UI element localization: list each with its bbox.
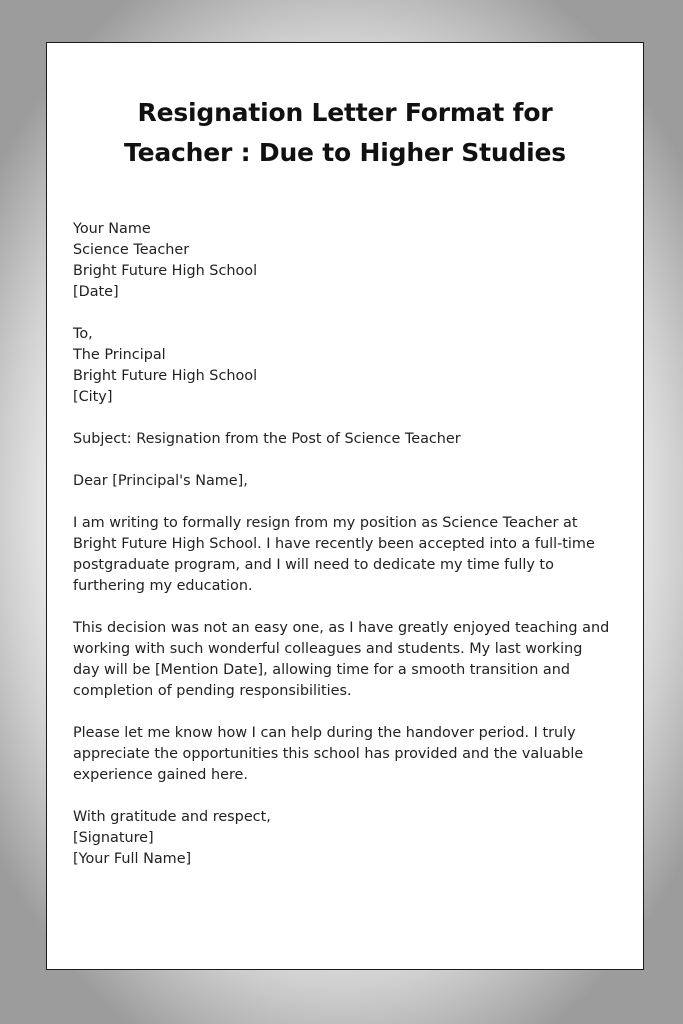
paragraph-2 — [73, 618, 633, 702]
recipient-city: [City] — [73, 389, 113, 405]
sender-date: [Date] — [73, 284, 119, 300]
paragraph-line: Please let me know how I can help during the handover period. I truly — [73, 725, 576, 741]
title-line-2: Teacher : Due to Higher Studies — [124, 138, 566, 167]
recipient-block — [73, 324, 633, 408]
recipient-title: The Principal — [73, 347, 166, 363]
subject-line: Subject: Resignation from the Post of Science Teacher — [73, 431, 461, 447]
sender-school: Bright Future High School — [73, 263, 258, 279]
paragraph-line: working with such wonderful colleagues and students. My last working — [73, 641, 583, 657]
paragraph-line: experience gained here. — [73, 767, 248, 783]
paragraph-3 — [73, 723, 633, 786]
title-line-1: Resignation Letter Format for — [137, 98, 553, 127]
paragraph-line: postgraduate program, and I will need to dedicate my time fully to — [73, 557, 554, 573]
closing-phrase: With gratitude and respect, — [73, 809, 271, 825]
paragraph-line: furthering my education. — [73, 578, 253, 594]
paragraph-1 — [73, 513, 633, 597]
closing-block — [73, 807, 633, 870]
sender-position: Science Teacher — [73, 242, 190, 258]
page-title — [47, 93, 643, 173]
paragraph-line: completion of pending responsibilities. — [73, 683, 352, 699]
signature-placeholder: [Signature] — [73, 830, 154, 846]
paragraph-line: appreciate the opportunities this school has provided and the valuable — [73, 746, 584, 762]
recipient-to: To, — [73, 326, 93, 342]
sender-name: Your Name — [73, 221, 151, 237]
full-name-placeholder: [Your Full Name] — [73, 851, 192, 867]
letter-sheet — [46, 42, 644, 970]
paragraph-line: day will be [Mention Date], allowing time for a smooth transition and — [73, 662, 570, 678]
salutation: Dear [Principal's Name], — [73, 473, 248, 489]
paragraph-line: I am writing to formally resign from my position as Science Teacher at — [73, 515, 578, 531]
paragraph-line: This decision was not an easy one, as I have greatly enjoyed teaching and — [73, 620, 610, 636]
paragraph-line: Bright Future High School. I have recently been accepted into a full-time — [73, 536, 595, 552]
letter-body — [73, 219, 633, 870]
recipient-school: Bright Future High School — [73, 368, 258, 384]
sender-block — [73, 219, 633, 303]
